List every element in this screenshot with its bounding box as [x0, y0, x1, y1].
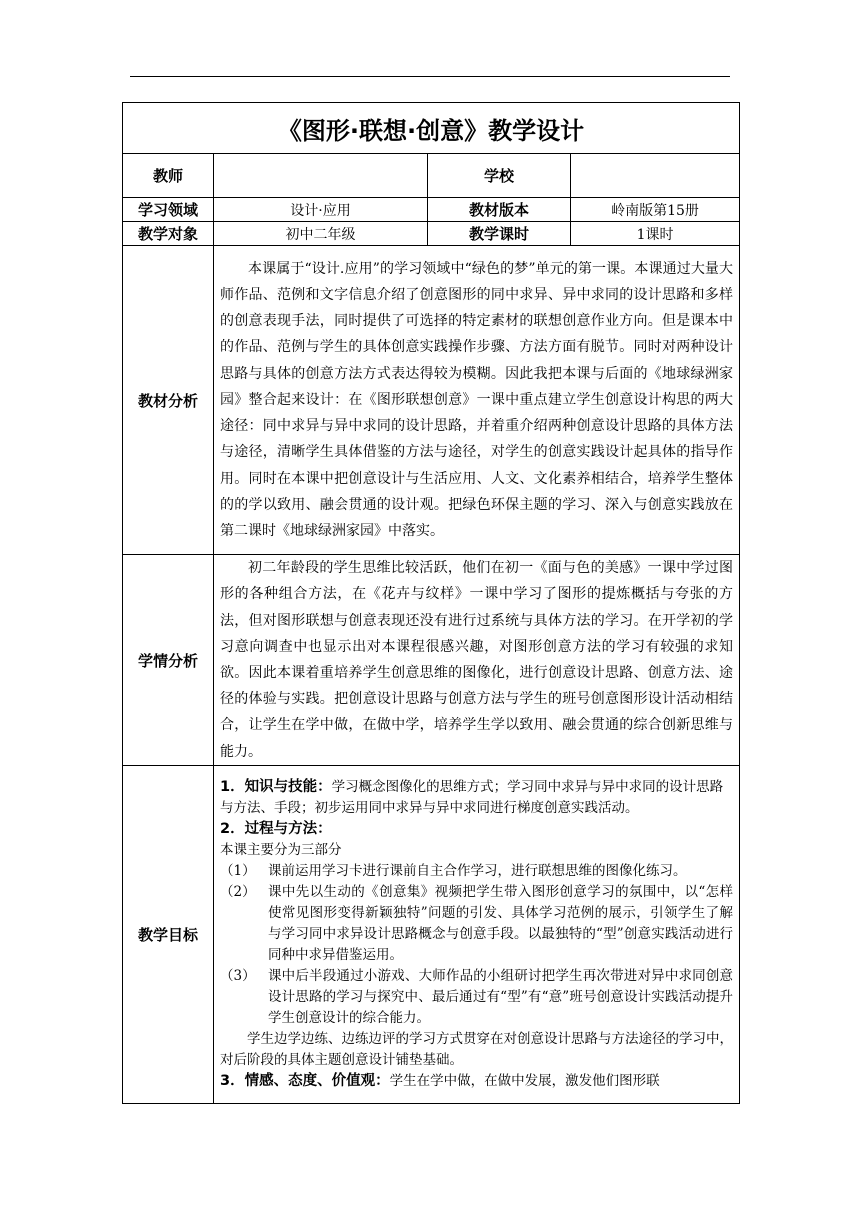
student-analysis-text: 初二年龄段的学生思维比较活跃，他们在初一《面与色的美感》一课中学过图形的各种组合方法，在《花卉与纹样》一课中学习了图形的提炼概括与夸张的方法，但对图形联想与创意表现还没有进行过系统与具体方法的学习。在开学初的学习意向调查中也显示出对本课程很感兴趣，对图形创意方法的学习有较强的求知欲。因此本课着重培养学生创意思维的图像化，进行创意设计思路、创意方法、途径的体验与实践。把创意设计思路与创意方法与学生的班号创意图形设计活动相结合，让学生在学中做，在做中学，培养学生学以致用、融会贯通的综合创新思维与能力。: [214, 555, 740, 766]
item-text: 课中后半段通过小游戏、大师作品的小组研讨把学生再次带进对异中求同创意设计思路的学习与探究中、最后通过有“型”有“意”班号创意设计实践活动提升学生创意设计的综合能力。: [268, 968, 734, 1026]
goal-process-summary: 学生边学边练、边练边评的学习方式贯穿在对创意设计思路与方法途径的学习中，对后阶段的具体主题创意设计铺垫基础。: [220, 1031, 734, 1068]
teacher-value: [214, 154, 428, 198]
material-analysis-label: 教材分析: [123, 246, 214, 555]
document-title: 《图形·联想·创意》教学设计: [123, 103, 740, 154]
teacher-label: 教师: [123, 154, 214, 198]
school-value: [571, 154, 740, 198]
goal-process-item: [220, 966, 733, 1029]
student-analysis-label: 学情分析: [123, 555, 214, 766]
audience-label: 教学对象: [123, 222, 214, 246]
goal-attitude-text: 学生在学中做，在做中发展，激发他们图形联: [389, 1073, 660, 1089]
lesson-plan-table: [122, 102, 740, 1104]
header-rule: [130, 76, 730, 77]
goal-process-item: [220, 861, 733, 882]
material-analysis-text: 本课属于“设计.应用”的学习领域中“绿色的梦”单元的第一课。本课通过大量大师作品、范例和文字信息介绍了创意图形的同中求异、异中求同的设计思路和多样的创意表现手法，同时提供了可选择的特定素材的联想创意作业方向。但是课本中的作品、范例与学生的具体创意实践操作步骤、方法方面有脱节。同时对两种设计思路与具体的创意方法方式表达得较为模糊。因此我把本课与后面的《地球绿洲家园》整合起来设计：在《图形联想创意》一课中重点建立学生创意设计构思的两大途径：同中求异与异中求同的设计思路，并着重介绍两种创意设计思路的具体方法与途径，清晰学生具体借鉴的方法与途径，对学生的创意实践设计起具体的指导作用。同时在本课中把创意设计与生活应用、人文、文化素养相结合，培养学生整体的的学以致用、融会贯通的设计观。把绿色环保主题的学习、深入与创意实践放在第二课时《地球绿洲家园》中落实。: [214, 246, 740, 555]
school-label: 学校: [428, 154, 571, 198]
goal-process-item: [220, 882, 733, 966]
goal-attitude-heading: 3．情感、态度、价值观：: [220, 1073, 390, 1089]
hours-label: 教学课时: [428, 222, 571, 246]
textbook-value: 岭南版第15册: [571, 198, 740, 222]
textbook-label: 教材版本: [428, 198, 571, 222]
item-number: （1）: [220, 863, 256, 879]
item-text: 课前运用学习卡进行课前自主合作学习，进行联想思维的图像化练习。: [268, 863, 687, 879]
item-text: 课中先以生动的《创意集》视频把学生带入图形创意学习的氛围中，以“怎样使常见图形变得新颖独特”问题的引发、具体学习范例的展示，引领学生了解与学习同中求异设计思路概念与创意手段。以最独特的“型”创意实践活动进行同种中求异借鉴运用。: [268, 884, 734, 963]
audience-value: 初中二年级: [214, 222, 428, 246]
goal-knowledge-text: 学习概念图像化的思维方式；学习同中求异与异中求同的设计思路与方法、手段；初步运用同中求异与异中求同进行梯度创意实践活动。: [220, 779, 724, 816]
domain-label: 学习领域: [123, 198, 214, 222]
goal-process-intro: 本课主要分为三部分: [220, 842, 342, 858]
item-number: （2）: [220, 884, 256, 900]
goal-knowledge-heading: 1．知识与技能：: [220, 779, 332, 795]
teaching-goals-label: 教学目标: [123, 766, 214, 1104]
goal-process-heading: 2．过程与方法：: [220, 821, 332, 837]
teaching-goals-content: [214, 766, 740, 1104]
domain-value: 设计·应用: [214, 198, 428, 222]
goal-attitude: [220, 1071, 733, 1092]
hours-value: 1课时: [571, 222, 740, 246]
item-number: （3）: [220, 968, 256, 984]
goal-knowledge: [220, 777, 733, 819]
